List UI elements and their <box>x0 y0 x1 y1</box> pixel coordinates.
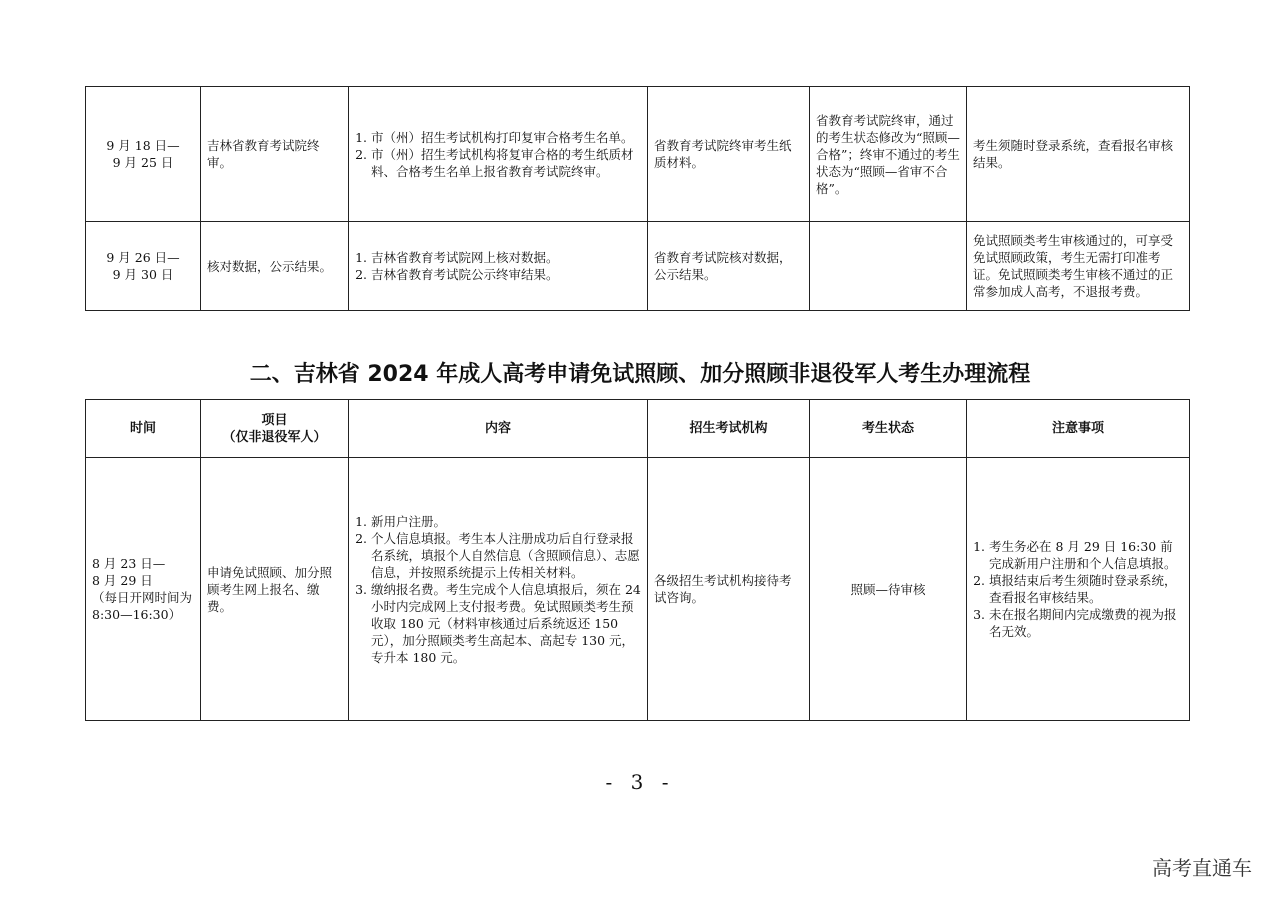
status-cell <box>810 222 967 311</box>
list-item: 1. 新用户注册。 <box>371 513 641 530</box>
content-cell <box>349 222 648 311</box>
list-item: 2. 吉林省教育考试院公示终审结果。 <box>371 266 641 283</box>
page-number: - 3 - <box>605 770 675 794</box>
time-cell: 9 月 26 日— 9 月 30 日 <box>86 222 201 311</box>
header-agency: 招生考试机构 <box>648 400 810 458</box>
list-item: 1. 考生务必在 8 月 29 日 16:30 前完成新用户注册和个人信息填报。 <box>989 538 1183 572</box>
header-item: 项目 （仅非退役军人） <box>201 400 349 458</box>
watermark: 高考直通车 <box>1152 856 1252 880</box>
header-content: 内容 <box>349 400 648 458</box>
list-item: 1. 吉林省教育考试院网上核对数据。 <box>371 249 641 266</box>
item-cell: 吉林省教育考试院终审。 <box>201 87 349 222</box>
list-item: 1. 市（州）招生考试机构打印复审合格考生名单。 <box>371 129 641 146</box>
status-cell: 照顾—待审核 <box>810 458 967 721</box>
item-cell: 核对数据，公示结果。 <box>201 222 349 311</box>
content-cell <box>349 87 648 222</box>
list-item: 2. 填报结束后考生须随时登录系统，查看报名审核结果。 <box>989 572 1183 606</box>
content-cell <box>349 458 648 721</box>
header-time: 时间 <box>86 400 201 458</box>
time-cell: 9 月 18 日— 9 月 25 日 <box>86 87 201 222</box>
section-title: 二、吉林省 2024 年成人高考申请免试照顾、加分照顾非退役军人考生办理流程 <box>249 362 1031 387</box>
agency-cell: 省教育考试院终审考生纸质材料。 <box>648 87 810 222</box>
time-cell: 8 月 23 日— 8 月 29 日 （每日开网时间为 8:30—16:30） <box>86 458 201 721</box>
notes-cell <box>967 458 1190 721</box>
item-cell: 申请免试照顾、加分照顾考生网上报名、缴费。 <box>201 458 349 721</box>
status-cell: 省教育考试院终审，通过的考生状态修改为“照顾—合格”；终审不通过的考生状态为“照顾—省审不合格”。 <box>810 87 967 222</box>
process-table <box>85 399 1190 721</box>
list-item: 2. 市（州）招生考试机构将复审合格的考生纸质材料、合格考生名单上报省教育考试院终审。 <box>371 146 641 180</box>
table-header-row <box>86 400 1190 458</box>
table-row <box>86 222 1190 311</box>
table-row <box>86 87 1190 222</box>
list-item: 2. 个人信息填报。考生本人注册成功后自行登录报名系统，填报个人自然信息（含照顾信息）、志愿信息，并按照系统提示上传相关材料。 <box>371 530 641 581</box>
list-item: 3. 缴纳报名费。考生完成个人信息填报后，须在 24 小时内完成网上支付报考费。免试照顾类考生预收取 180 元（材料审核通过后系统返还 150 元），加分照顾类考生高起本、高起专 130 元，专升本 180 元。 <box>371 581 641 666</box>
header-notes: 注意事项 <box>967 400 1190 458</box>
notes-cell: 考生须随时登录系统，查看报名审核结果。 <box>967 87 1190 222</box>
table-row <box>86 458 1190 721</box>
process-table-continued <box>85 86 1190 311</box>
notes-cell: 免试照顾类考生审核通过的，可享受免试照顾政策，考生无需打印准考证。免试照顾类考生审核不通过的正常参加成人高考，不退报考费。 <box>967 222 1190 311</box>
header-status: 考生状态 <box>810 400 967 458</box>
agency-cell: 各级招生考试机构接待考试咨询。 <box>648 458 810 721</box>
agency-cell: 省教育考试院核对数据，公示结果。 <box>648 222 810 311</box>
list-item: 3. 未在报名期间内完成缴费的视为报名无效。 <box>989 606 1183 640</box>
